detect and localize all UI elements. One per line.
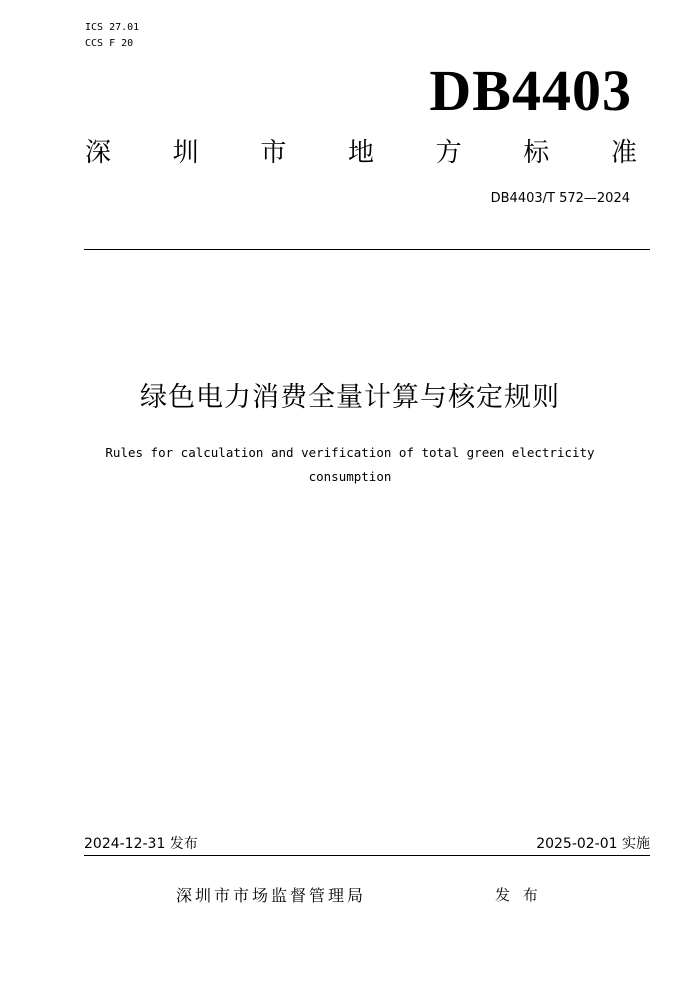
issuer-title-char: 标 [523,138,550,168]
issuer-title-char: 地 [347,138,374,168]
issuer-title-char: 市 [260,138,287,168]
standard-number: DB4403/T 572—2024 [490,191,630,206]
issuing-authority: 深圳市市场监督管理局 [176,886,367,905]
issuer-title-char: 深 [85,138,112,168]
issuer-title [85,136,637,170]
implementation-date: 2025-02-01 实施 [536,836,650,852]
standard-logo: DB4403 [429,58,632,123]
header-divider [84,249,650,250]
issuer-title-char: 圳 [172,138,199,168]
title-chinese: 绿色电力消费全量计算与核定规则 [140,382,560,413]
issue-label: 发 布 [495,886,542,904]
footer-divider [84,855,650,856]
issuer-title-char: 方 [435,138,462,168]
issue-date: 2024-12-31 发布 [84,836,198,852]
issuer-title-char: 准 [610,138,637,168]
title-english: Rules for calculation and verification of total green electricity consumption [105,445,595,484]
ics-code: ICS 27.01 [85,22,140,33]
ccs-code: CCS F 20 [85,38,134,49]
